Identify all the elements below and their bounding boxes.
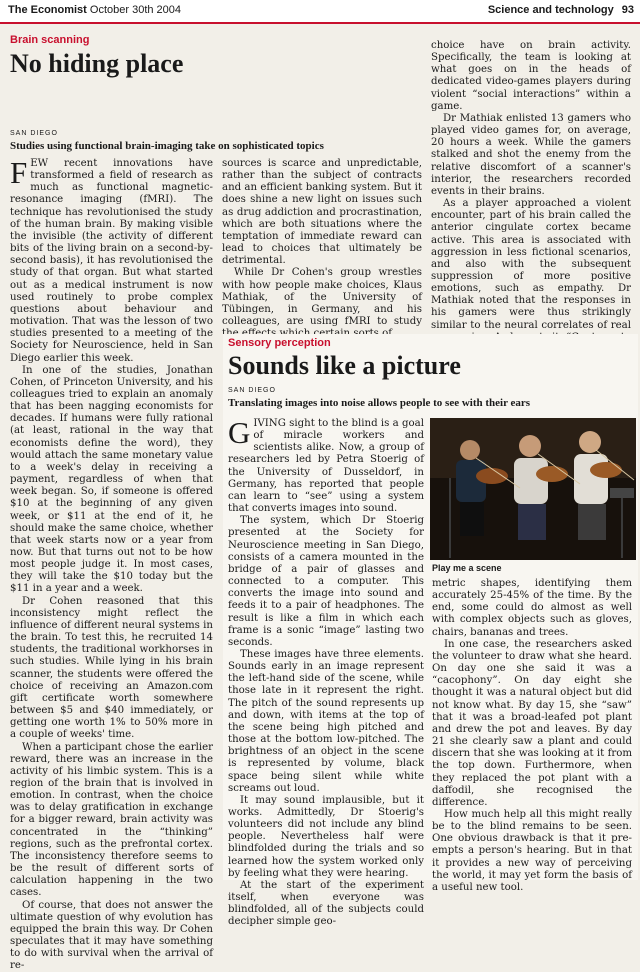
article2-dateline: SAN DIEGO <box>228 387 276 394</box>
article2-kicker: Sensory perception <box>228 337 331 349</box>
article2-headline: Sounds like a picture <box>228 351 461 380</box>
article1-headline: No hiding place <box>10 49 184 78</box>
article1-kicker: Brain scanning <box>10 34 90 46</box>
article1-para-7: While Dr Cohen's group wrestles with how people make choices, Klaus Mathiak, of the University of Tübingen, in Germany, and his colleagues, are using fMRI to study <box>222 267 422 328</box>
drop-cap: F <box>10 155 28 190</box>
article1-para-3: Dr Cohen reasoned that this inconsistency might reflect the influence of different neural systems in the brain. To test this, he recruited 14 students, the traditional workhorses in such studies. While lying in his brain scanner, the students were offered the choice of receiving an Amazon.com gift certificate worth somewhere between $5 and $40 immediately, or getting one worth 1% to 50% more in a couple of weeks' time. <box>10 595 213 741</box>
photo-caption: Play me a scene <box>432 563 502 573</box>
issue-date: October 30th 2004 <box>89 4 182 16</box>
article1-dateline: SAN DIEGO <box>10 130 58 137</box>
article2-para-3: These images have three elements. Sounds early in an image represent the left-hand side of the scene, while those late in it represent the right. The pitch of the sound represents up and down, with items at the top of the scene being high pitched and those at the bottom low-pitched. The brightness of an object in the scene is represented by volume, black space being silent while white screams out loud. <box>228 648 424 794</box>
article1-para-6: sources is scarce and unpredictable, rather than the subject of contracts and an efficient banking system. But it does shine a new light on issues such as drug addiction and procrastination, which are both situations where the temptation of immediate reward can lead to choices that ultimately be detrimental. <box>222 158 422 267</box>
article1-para-5: Of course, that does not answer the ultimate question of why evolution has equipped the brain this way. Dr Cohen speculates that it may have something to do with survival when the arrival of re- <box>10 899 213 972</box>
section-label <box>480 4 634 16</box>
page-number: 93 <box>621 4 634 16</box>
running-header <box>0 0 640 22</box>
article1-para-10: As a player approached a violent encounter, part of his brain called the anterior cingulate cortex became active. This area is associated with aggression in less fictional scenarios, and also with the subsequent suppression of more positive emotions, such as empathy. Dr Mathiak noted that the responses in his gamers were thus strikingly similar to the neural correlates of real <box>431 198 631 368</box>
article1-rubric: Studies using functional brain-imaging take on sophisticated topics <box>10 140 324 152</box>
article2-para-2: The system, which Dr Stoerig presented at the Society for Neuroscience meeting in San Diego, consists of a camera mounted in the bridge of a pair of glasses and connected to a computer. This converts the image into sound and feeds it to a pair of headphones. The result is like a film in which each frame is a sonic “image” lasting two seconds. <box>228 515 424 648</box>
article1-column-2 <box>222 158 422 328</box>
article1-para-2: In one of the studies, Jonathan Cohen, of Princeton University, and his colleagues tried to explain an anomaly that has been nagging economists for decades. If humans were fully rational (at least, rational in the way that economists define the word), they would attach the same monetary value to a week's delay in receiving a payment, regardless of when that week began. So, if someone is offered $10 at the beginning of any given week, or $11 at the end of it, he should make the same choice, whether that week starts now or a year from now. But that turns out not to be how most people judge it. In most cases, they will take the $10 today but the $11 in a year and a week. <box>10 364 213 595</box>
masthead <box>8 4 181 16</box>
article2-para-1: GIVING sight to the blind is a goal of miracle workers and scientists alike. Now, a group of researchers led by Petra Stoerig of the University of Dusseldorf, in Germany, has reported that people can learn to “see” using a system that converts images into sound. <box>228 415 424 515</box>
article1-para-9: Dr Mathiak enlisted 13 gamers who played video games for, on average, 20 hours a week. While the gamers stalked and shot the enemy from the relative discomfort of a scanner's interior, the researchers recorded events in their brains. <box>431 112 631 197</box>
drop-cap: G <box>228 415 251 450</box>
article2-para-5: At the start of the experiment itself, when everyone was blindfolded, all of the subjects could decipher simple geo- <box>228 879 424 928</box>
article2-para-6: metric shapes, identifying them accurately 25-45% of the time. By the end, some could do almost as well with complex objects such as gloves, chairs, bananas and trees. <box>432 578 632 638</box>
article2-para-7: In one case, the researchers asked the volunteer to draw what she heard. On day one she said it was a “cacophony”. On day eight she thought it was a natural object but did not know what. By day 15, she “saw” that it was a broad-leafed pot plant and drew the pot and leaves. By day 21 she clearly saw a plant and could discern that she was looking at it from the top down. Furthermore, when they replaced the pot plant with a daffodil, she recognised the difference. <box>432 638 632 808</box>
section-name: Science and technology <box>487 4 614 16</box>
article1-column-3 <box>431 40 631 330</box>
article1-para-4: When a participant chose the earlier reward, there was an increase in the activity of his limbic system. This is a region of the brain that is involved in emotion. In contrast, when the choice was to delay gratification in exchange for a bigger reward, brain activity was concentrated in the “thinking” regions, such as the prefrontal cortex. The inconsistency therefore seems to be the result of different sorts of calculation happening in the two cases. <box>10 741 213 899</box>
article1-column-1 <box>10 155 213 972</box>
header-rule <box>0 22 640 24</box>
string-quartet-illustration <box>430 418 636 560</box>
article2-column-1 <box>228 415 424 928</box>
article2-para-4: It may sound implausible, but it works. Admittedly, Dr Stoerig's volunteers did not include any blind people. Nevertheless half were blindfolded during the trials and so learned how the system worked only by feeling what they were hearing. <box>228 794 424 879</box>
magazine-name: The Economist <box>8 4 87 16</box>
article2-rubric: Translating images into noise allows people to see with their ears <box>228 397 531 409</box>
article1-para-1: FEW recent innovations have transformed a field of research as much as functional magnetic-resonance imaging (fMRI). The technique has revolutionised the study of the human brain. By making visible the invisible (the activity of different bits of the living brain on a second-by-second basis), it has revolutionised the study of that organ. But what started out as a medical instrument is now used routinely to probe complex questions about behaviour and motivation. That was the lesson of two studies presented to a meeting of the Society for Neuroscience, held in San Diego earlier this week. <box>10 155 213 364</box>
article2-para-8: How much help all this might really be to the blind remains to be seen. One obvious drawback is that it pre-empts a person's hearing. But in that it provides a new way of perceiving the world, it may yet form the basis of a useful new tool. <box>432 808 632 893</box>
article2-column-2 <box>432 578 632 893</box>
article1-para-8: choice have on brain activity. Specifically, the team is looking at what goes on in the heads of dedicated video-games players during violent “social interactions” within a game. <box>431 40 631 112</box>
musicians-photo <box>430 418 636 560</box>
